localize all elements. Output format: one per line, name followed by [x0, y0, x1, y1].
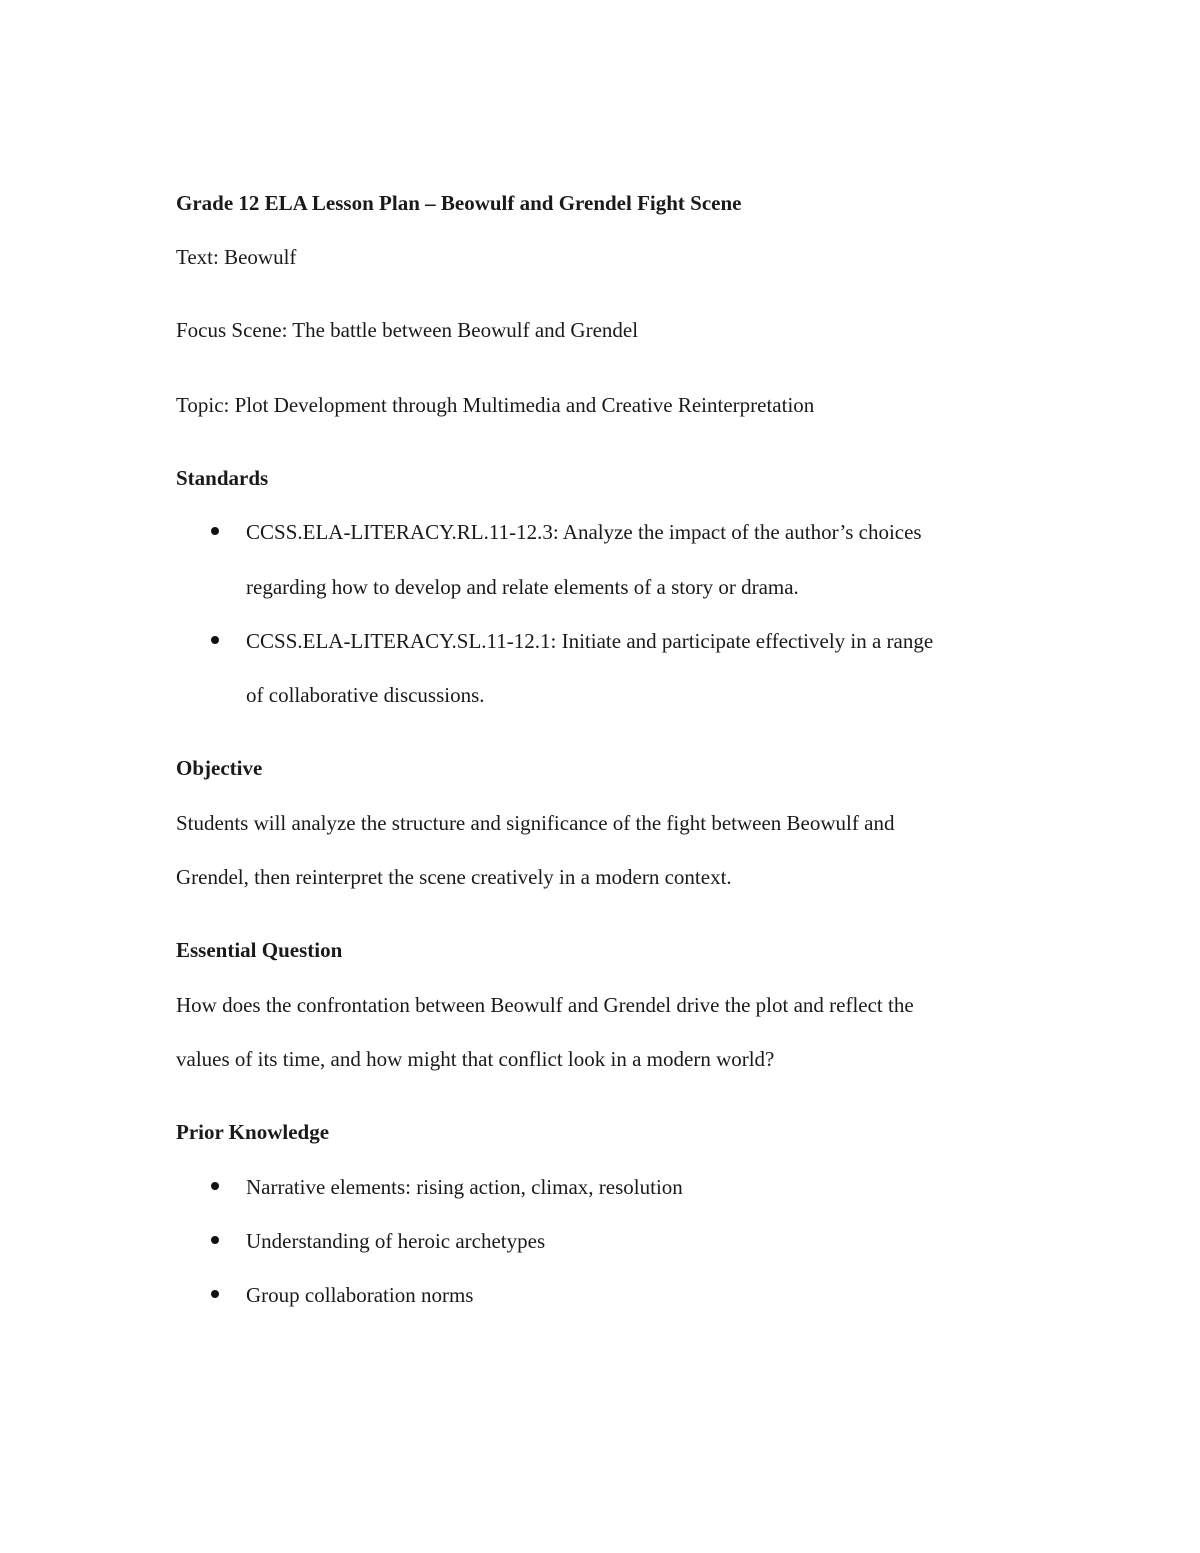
- bullet-icon: [211, 1236, 219, 1244]
- focus-scene-line: Focus Scene: The battle between Beowulf and Grendel: [176, 318, 639, 342]
- bullet-icon: [211, 1290, 219, 1298]
- prior-knowledge-item-2: Understanding of heroic archetypes: [246, 1229, 546, 1253]
- bullet-icon: [211, 527, 219, 535]
- standard-item-2-line-2: of collaborative discussions.: [246, 683, 485, 707]
- standard-item-1-line-1: CCSS.ELA-LITERACY.RL.11-12.3: Analyze the impact of the author’s choices: [246, 520, 922, 544]
- essential-question-line-1: How does the confrontation between Beowulf and Grendel drive the plot and reflect the: [176, 993, 914, 1017]
- essential-question-line-2: values of its time, and how might that conflict look in a modern world?: [176, 1047, 775, 1071]
- bullet-icon: [211, 636, 219, 644]
- prior-knowledge-item-3: Group collaboration norms: [246, 1283, 474, 1307]
- topic-line: Topic: Plot Development through Multimedia and Creative Reinterpretation: [176, 393, 815, 417]
- prior-knowledge-heading: Prior Knowledge: [176, 1120, 330, 1144]
- objective-line-2: Grendel, then reinterpret the scene creatively in a modern context.: [176, 865, 732, 889]
- bullet-icon: [211, 1182, 219, 1190]
- objective-heading: Objective: [176, 756, 263, 780]
- standard-item-1-line-2: regarding how to develop and relate elements of a story or drama.: [246, 575, 799, 599]
- standard-item-2-line-1: CCSS.ELA-LITERACY.SL.11-12.1: Initiate and participate effectively in a range: [246, 629, 934, 653]
- standards-heading: Standards: [176, 466, 269, 490]
- objective-line-1: Students will analyze the structure and significance of the fight between Beowulf and: [176, 811, 895, 835]
- text-line: Text: Beowulf: [176, 245, 297, 269]
- essential-question-heading: Essential Question: [176, 938, 343, 962]
- document-title: Grade 12 ELA Lesson Plan – Beowulf and Grendel Fight Scene: [176, 191, 742, 215]
- prior-knowledge-item-1: Narrative elements: rising action, climax, resolution: [246, 1175, 683, 1199]
